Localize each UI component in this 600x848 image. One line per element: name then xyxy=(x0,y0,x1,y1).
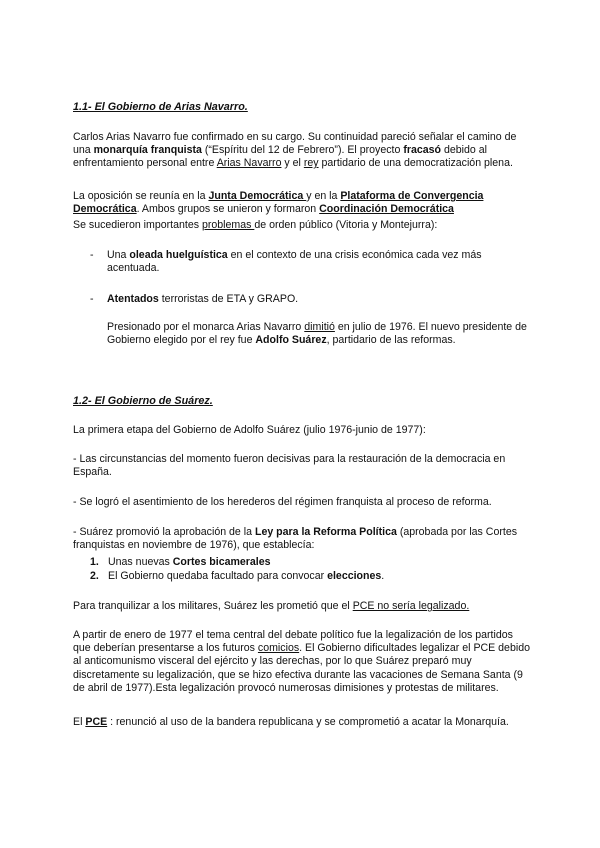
text: Presionado por el monarca Arias Navarro xyxy=(107,321,305,333)
text: de orden público (Vitoria y Montejurra): xyxy=(254,219,438,231)
text: terroristas de ETA y GRAPO. xyxy=(158,293,299,305)
underlined-text: comicios xyxy=(257,642,300,655)
text: . Ambos grupos se unieron y formaron xyxy=(136,203,320,216)
text: El Gobierno quedaba facultado para convocar xyxy=(108,570,328,582)
bullet-item-1 xyxy=(90,249,530,275)
text: y el xyxy=(281,157,304,170)
text: Una xyxy=(107,249,130,261)
text: debido al enfrentamiento personal entre xyxy=(73,144,487,170)
text: (“Espíritu del 12 de Febrero”). El proyecto xyxy=(201,144,404,157)
item-number: 2. xyxy=(90,570,99,582)
section-1-paragraph-4 xyxy=(107,321,527,347)
underlined-text: dimitió xyxy=(304,321,335,333)
text: Para tranquilizar a los militares, Suárez les prometió que el xyxy=(73,600,353,612)
bold-underlined-text: Coordinación Democrática xyxy=(319,203,454,216)
text: y en la xyxy=(306,190,341,202)
bold-text: Cortes bicamerales xyxy=(172,556,271,568)
bullet-item-2 xyxy=(90,293,530,306)
underlined-text: rey xyxy=(303,157,319,170)
text: - Suárez promovió la aprobación de la xyxy=(73,526,255,538)
section-2-paragraph-3: - Se logró el asentimiento de los herederos del régimen franquista al proceso de reforma. xyxy=(73,496,492,508)
text: en julio de 1976. El nuevo presidente de Gobierno elegido por el rey fue xyxy=(107,321,527,347)
bullet-dash: - xyxy=(90,249,94,261)
underlined-text: PCE no sería legalizado. xyxy=(352,600,470,612)
item-number: 1. xyxy=(90,556,99,568)
section-2-paragraph-7 xyxy=(73,716,533,729)
bold-underlined-text: Plataforma de Convergencia Democrática xyxy=(73,190,484,216)
numbered-item-1 xyxy=(90,556,530,569)
text: : renunció al uso de la bandera republicana y se comprometió a acatar la Monarquía. xyxy=(107,716,509,728)
text: , partidario de las reformas. xyxy=(326,334,456,347)
section-1-paragraph-3 xyxy=(73,219,533,232)
section-1-paragraph-1 xyxy=(73,131,533,171)
underlined-text: problemas xyxy=(201,219,255,231)
text: Carlos Arias Navarro fue confirmado en su cargo. Su continuidad pareció señalar el camino de una xyxy=(73,131,517,157)
bold-underlined-text: Junta Democrática xyxy=(208,190,307,202)
bold-text: fracasó xyxy=(403,144,442,157)
text: en el contexto de una crisis económica cada vez más acentuada. xyxy=(107,249,482,275)
bullet-dash: - xyxy=(90,293,94,305)
bold-text: Ley para la Reforma Política xyxy=(254,526,397,538)
bold-text: Adolfo Suárez xyxy=(255,334,327,347)
bold-underlined-text: PCE xyxy=(85,716,108,728)
bold-text: monarquía franquista xyxy=(93,144,202,157)
bold-text: Atentados xyxy=(107,293,159,305)
section-2-paragraph-4 xyxy=(73,526,533,552)
section-2-paragraph-6 xyxy=(73,629,533,695)
section-1-title: 1.1- El Gobierno de Arias Navarro. xyxy=(73,101,248,113)
bold-text: elecciones xyxy=(327,570,382,582)
numbered-item-2 xyxy=(90,570,530,583)
text: . El Gobierno dificultades legalizar el PCE debido al anticomunismo visceral del ejército y las derechas, por lo que Suárez preparó muy discretamente su legalización, que se hizo efectiva durante las vacaciones de Semana Santa (9 de abril de 1977).Esta legalización provocó numerosas dimisiones y protestas de militares. xyxy=(73,642,530,694)
text: Unas nuevas xyxy=(108,556,173,568)
bullet-text xyxy=(107,293,530,306)
bold-text: oleada huelguística xyxy=(129,249,228,261)
section-2-paragraph-1: La primera etapa del Gobierno de Adolfo Suárez (julio 1976-junio de 1977): xyxy=(73,424,426,436)
text: . xyxy=(381,570,385,582)
text: Se sucedieron importantes xyxy=(73,219,202,231)
underlined-text: Arias Navarro xyxy=(216,157,282,170)
section-1-paragraph-2 xyxy=(73,190,533,216)
text: (aprobada por las Cortes franquistas en noviembre de 1976), que establecía: xyxy=(73,526,518,552)
text: partidario de una democratización plena. xyxy=(318,157,513,170)
bullet-text xyxy=(107,249,530,275)
section-2-paragraph-2: - Las circunstancias del momento fueron decisivas para la restauración de la democracia en España. xyxy=(73,453,506,479)
text: La oposición se reunía en la xyxy=(73,190,209,202)
text: El xyxy=(73,716,86,728)
section-2-title: 1.2- El Gobierno de Suárez. xyxy=(73,395,213,407)
text: A partir de enero de 1977 el tema central del debate político fue la legalización de los partidos que deberían presentarse a los futuros xyxy=(73,629,513,655)
section-2-paragraph-5 xyxy=(73,600,533,613)
